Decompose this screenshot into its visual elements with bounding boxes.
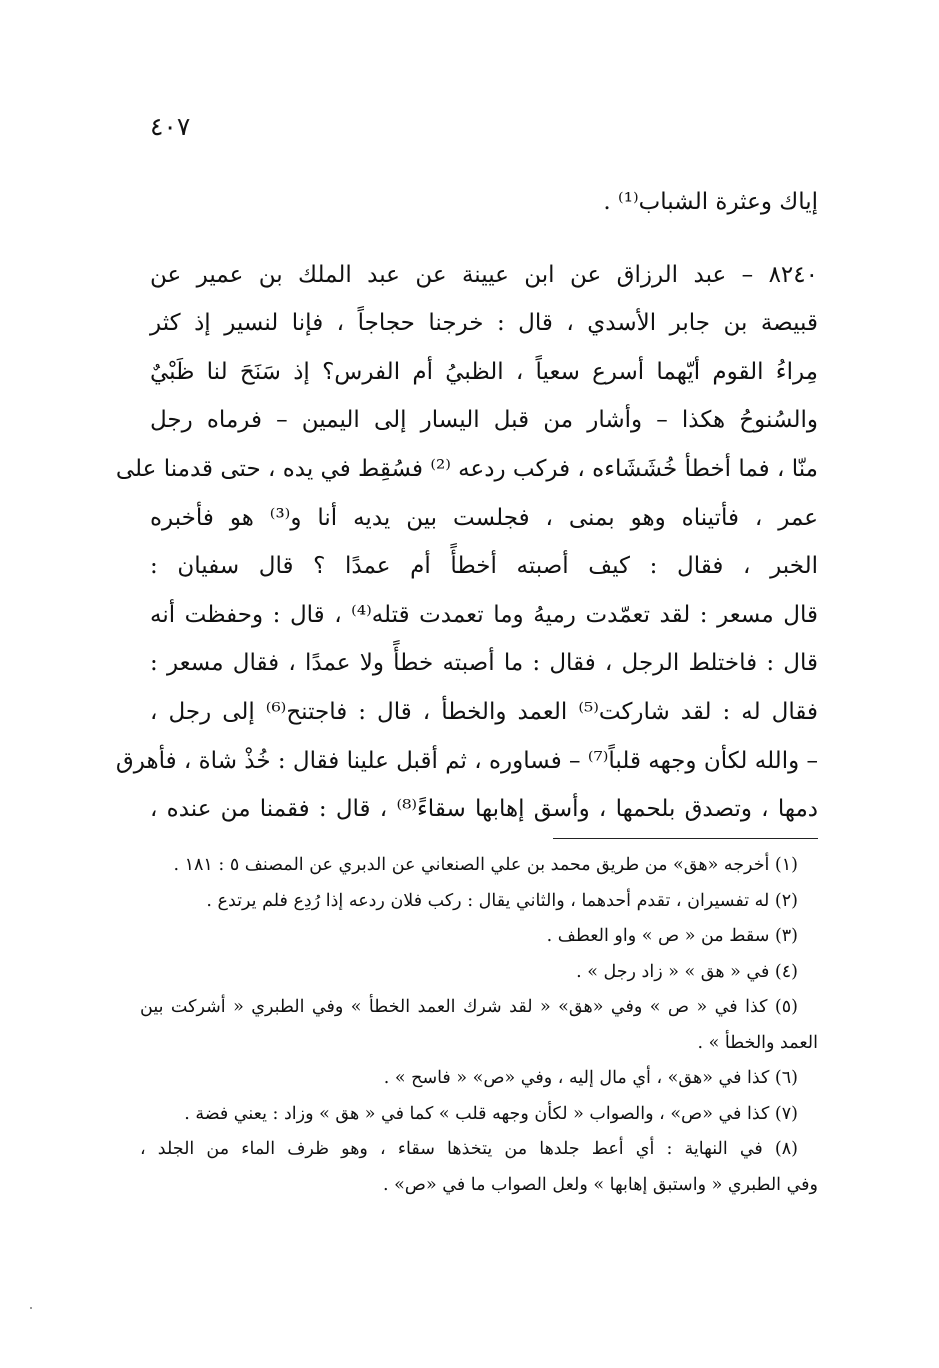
footnotes [140, 848, 818, 1203]
main-text [115, 178, 819, 834]
text-line-9: قال : فاختلط الرجل ، فقال : ما أصبته خطأً ولا عمدًا ، فقال مسعر : [150, 650, 818, 677]
text-line-1: ٨٢٤٠ – عبد الرزاق عن ابن عيينة عن عبد الملك بن عمير عن [150, 261, 818, 288]
footnote-2: (٢) له تفسيران ، تقدم أحدهما ، والثاني يقال : ركب فلان ردعه إذا رُدِع فلم يرتدع . [206, 890, 798, 911]
text-line-8: قال مسعر : لقد تعمّدت رميهُ وما تعمدت قتله⁽⁴⁾ ، قال : وحفظت أنه [150, 601, 819, 628]
footnote-8: (٨) في النهاية : أي أعط جلدها من يتخذها سقاء ، وهو ظرف الماء من الجلد ، [140, 1139, 798, 1159]
paragraph-gap [150, 227, 818, 251]
page-number: ٤٠٧ [150, 112, 191, 141]
scan-speck [30, 1307, 32, 1309]
text-line-11: – والله لكأن وجهه قلباً⁽⁷⁾ – فساوره ، ثم أقبل علينا فقال : خُذْ شاة ، فأهرق [115, 747, 818, 774]
text-line-12: دمها ، وتصدق بلحمها ، وأسق إهابها سقاءً⁽⁸⁾ ، قال : فقمنا من عنده ، [150, 796, 819, 823]
footnote-5-continued: العمد والخطأ » . [697, 1032, 818, 1053]
footnote-8-continued: وفي الطبري « واستبق إهابها » ولعل الصواب ما في «ص» . [382, 1174, 818, 1195]
opening-line: إياك وعثرة الشباب⁽¹⁾ . [603, 189, 818, 215]
footnote-1: (١) أخرجه «هق» من طريق محمد بن علي الصنعاني عن الدبري عن المصنف ٥ : ١٨١ . [173, 855, 798, 875]
footnote-7: (٧) كذا في «ص» ، والصواب « لكأن وجهه قلب » كما في « هق » وزاد : يعني فضة . [184, 1103, 798, 1124]
footnote-5: (٥) كذا في « ص » وفي «هق» « لقد شرك العمد الخطأ » وفي الطبري « أشركت بين [140, 997, 798, 1017]
text-line-5: منّا ، فما أخطأ خُشَشَاءه ، فركب ردعه ⁽²⁾ فسُقِط في يده ، حتى قدمنا على [115, 455, 818, 482]
text-line-6: عمر ، فأتيناه وهو بمنى ، فجلست بين يديه أنا و⁽³⁾ هو فأخبره [150, 504, 819, 531]
footnote-6: (٦) كذا في «هق» ، أي مال إليه ، وفي «ص» « فاسح » . [383, 1068, 798, 1088]
text-line-3: مِراءُ القوم أيّهما أسرع سعياً ، الظبيُ أم الفرس؟ إذ سَنَحَ لنا ظَبْيٌ [150, 358, 818, 385]
footnote-4: (٤) في « هق » « زاد رجل » . [576, 961, 798, 982]
text-line-10: فقال له : لقد شاركت⁽⁵⁾ العمد والخطأ ، قال : فاجتنح⁽⁶⁾ إلى رجل ، [150, 698, 818, 725]
text-line-2: قبيصة بن جابر الأسدي ، قال : خرجنا حجاجاً ، فإنا لنسير إذ كثر [150, 310, 818, 337]
text-line-4: والسُنوحُ هكذا – وأشار من قبل اليسار إلى اليمين – فرماه رجل [150, 407, 818, 434]
footnote-3: (٣) سقط من « ص » واو العطف . [546, 926, 798, 946]
text-line-7: الخبر ، فقال : كيف أصبته أخطأً أم عمدًا ؟ قال سفيان : [150, 553, 818, 580]
footnote-divider [553, 838, 818, 839]
